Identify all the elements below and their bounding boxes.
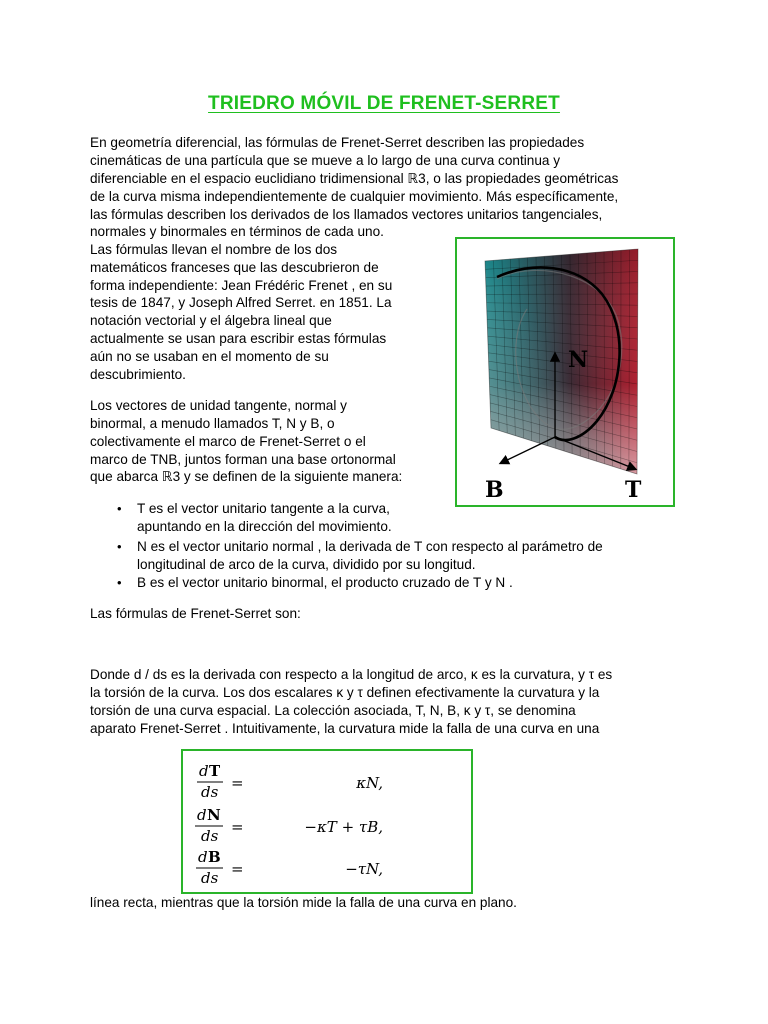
explanation-line: aparato Frenet-Serret . Intuitivamente, la curvatura mide la falla de una curva en una [90, 721, 600, 736]
tnb-line: que abarca ℝ3 y se definen de la siguiente manera: [90, 469, 403, 484]
formula-rhs: κN, [356, 774, 383, 792]
bullet-text: apuntando en la dirección del movimiento. [137, 519, 392, 534]
numerator-vector: N [207, 806, 221, 824]
numerator-d: d [199, 762, 209, 780]
bullet-glyph: • [117, 501, 122, 516]
binormal-label: B [485, 477, 504, 503]
binormal-vector-arrow [501, 437, 555, 463]
numerator-vector: B [208, 848, 221, 866]
frenet-frame-figure [455, 237, 675, 507]
formula-row [196, 848, 383, 887]
explanation-line: torsión de una curva espacial. La colección asociada, T, N, B, κ y τ, se denomina [90, 703, 576, 718]
intro-line: de la curva misma independientemente de cualquier movimiento. Más específicamente, [90, 189, 619, 204]
intro-line: normales y binormales en términos de cada uno. [90, 224, 384, 239]
tnb-line: marco de TNB, juntos forman una base ortonormal [90, 452, 396, 467]
bullet-text: B es el vector unitario binormal, el producto cruzado de T y N . [137, 575, 513, 590]
final-line: línea recta, mientras que la torsión mide la falla de una curva en plano. [90, 895, 517, 910]
history-line: forma independiente: Jean Frédéric Frenet , en su [90, 278, 393, 293]
denominator: ds [201, 869, 219, 887]
bullet-text: T es el vector unitario tangente a la curva, [137, 501, 390, 516]
formula-row [197, 762, 383, 801]
bullet-glyph: • [117, 539, 122, 554]
history-line: Las fórmulas llevan el nombre de los dos [90, 242, 338, 257]
explanation-line: la torsión de la curva. Los dos escalares κ y τ definen efectivamente la curvatura y la [90, 685, 600, 700]
equals-sign: = [231, 774, 244, 792]
frenet-serret-formulas [181, 749, 473, 894]
history-line: actualmente se usan para escribir estas fórmulas [90, 331, 387, 346]
tnb-line: Los vectores de unidad tangente, normal y [90, 398, 347, 413]
history-line: tesis de 1847, y Joseph Alfred Serret. en 1851. La [90, 295, 392, 310]
denominator: ds [201, 827, 219, 845]
formula-rhs: −κT + τB, [304, 818, 383, 836]
history-line: matemáticos franceses que las descubrieron de [90, 260, 379, 275]
equals-sign: = [231, 818, 244, 836]
bullet-glyph: • [117, 575, 122, 590]
tangent-label: T [625, 477, 642, 503]
history-line: descubrimiento. [90, 367, 186, 382]
formula-row [195, 806, 383, 845]
intro-line: En geometría diferencial, las fórmulas de Frenet-Serret describen las propiedades [90, 135, 585, 150]
history-line: aún no se usaban en el momento de su [90, 349, 329, 364]
explanation-line: Donde d / ds es la derivada con respecto a la longitud de arco, κ es la curvatura, y τ es [90, 667, 613, 682]
bullet-text: N es el vector unitario normal , la derivada de T con respecto al parámetro de [137, 539, 603, 554]
tnb-line: binormal, a menudo llamados T, N y B, o [90, 416, 335, 431]
denominator: ds [201, 783, 219, 801]
intro-line: las fórmulas describen los derivados de los llamados vectores unitarios tangenciales, [90, 207, 603, 222]
frenet-frame-illustration [457, 239, 673, 505]
numerator-d: d [197, 806, 207, 824]
numerator-vector: T [209, 762, 221, 780]
history-line: notación vectorial y el álgebra lineal que [90, 313, 332, 328]
numerator-d: d [198, 848, 208, 866]
intro-line: cinemáticas de una partícula que se mueve a lo largo de una curva continua y [90, 153, 561, 168]
formula-rhs: −τN, [345, 860, 383, 878]
intro-line: diferenciable en el espacio euclidiano tridimensional ℝ3, o las propiedades geométricas [90, 171, 619, 186]
normal-label: N [568, 347, 589, 373]
formulas-intro: Las fórmulas de Frenet-Serret son: [90, 606, 301, 621]
formula-table [183, 751, 471, 892]
tnb-line: colectivamente el marco de Frenet-Serret o el [90, 434, 366, 449]
page-title: TRIEDRO MÓVIL DE FRENET-SERRET [208, 93, 560, 114]
bullet-text: longitudinal de arco de la curva, dividido por su longitud. [137, 557, 476, 572]
equals-sign: = [231, 860, 244, 878]
